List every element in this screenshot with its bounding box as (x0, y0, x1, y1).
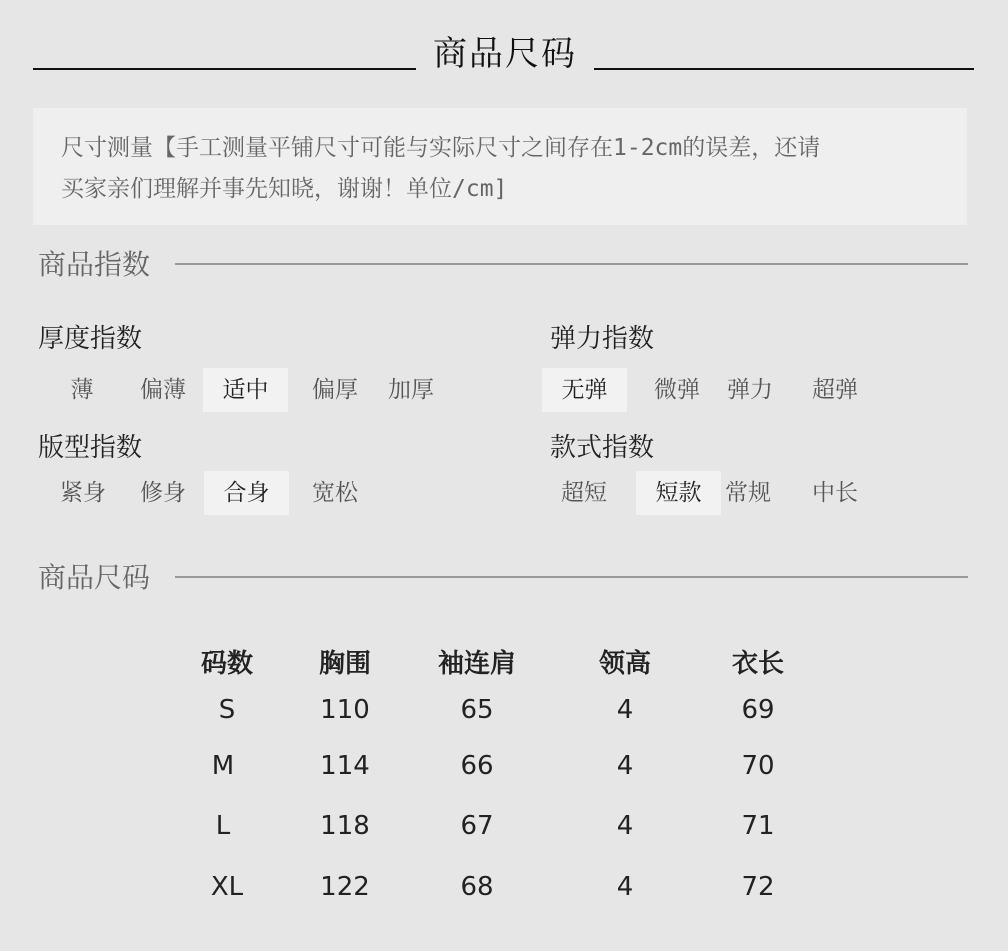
thickness-option: 加厚 (388, 377, 434, 403)
table-cell: 4 (616, 751, 634, 781)
table-header-length: 衣长 (731, 649, 784, 679)
thickness-title: 厚度指数 (38, 324, 143, 354)
section-size-header (38, 556, 968, 596)
table-cell: 68 (460, 872, 494, 902)
table-cell: 4 (616, 695, 634, 725)
section-size-title: 商品尺码 (38, 561, 151, 594)
elasticity-title: 弹力指数 (550, 324, 655, 354)
table-cell: M (211, 751, 235, 781)
table-cell: XL (210, 872, 244, 902)
table-cell: 70 (741, 751, 775, 781)
section-size-divider (175, 576, 968, 578)
elasticity-option: 超弹 (812, 377, 858, 403)
fit-option: 紧身 (60, 480, 106, 506)
table-header-collar: 领高 (598, 649, 651, 679)
table-cell: 114 (320, 751, 370, 781)
style-option: 常规 (725, 480, 771, 506)
style-title: 款式指数 (550, 433, 655, 463)
notice-line-1: 尺寸测量【手工测量平铺尺寸可能与实际尺寸之间存在1-2cm的误差，还请 (61, 135, 821, 161)
table-cell: S (218, 695, 236, 725)
section-index-header (38, 243, 968, 283)
section-index-divider (175, 263, 968, 265)
page-title-block (0, 22, 1008, 78)
table-cell: 122 (320, 872, 370, 902)
style-option: 超短 (561, 480, 607, 506)
fit-option-selected: 合身 (204, 471, 289, 515)
fit-title: 版型指数 (38, 433, 143, 463)
table-cell: 4 (616, 811, 634, 841)
table-cell: L (215, 811, 231, 841)
thickness-option-selected: 适中 (203, 368, 288, 412)
title-divider-left (33, 68, 416, 70)
table-cell: 110 (320, 695, 370, 725)
thickness-option: 偏薄 (140, 377, 186, 403)
style-option-selected: 短款 (636, 471, 721, 515)
table-cell: 118 (320, 811, 370, 841)
table-cell: 67 (460, 811, 494, 841)
table-cell: 69 (741, 695, 775, 725)
elasticity-option: 弹力 (727, 377, 773, 403)
elasticity-option-selected: 无弹 (542, 368, 627, 412)
style-option: 中长 (812, 480, 858, 506)
table-cell: 4 (616, 872, 634, 902)
measurement-notice (33, 108, 967, 225)
table-cell: 66 (460, 751, 494, 781)
thickness-option: 薄 (70, 377, 94, 403)
table-header-chest: 胸围 (318, 649, 371, 679)
notice-line-2: 买家亲们理解并事先知晓，谢谢！单位/cm] (61, 176, 508, 202)
fit-option: 修身 (140, 480, 186, 506)
table-header-sleeve: 袖连肩 (437, 649, 516, 679)
table-cell: 65 (460, 695, 494, 725)
thickness-option: 偏厚 (312, 377, 358, 403)
fit-option: 宽松 (312, 480, 358, 506)
section-index-title: 商品指数 (38, 248, 151, 281)
title-divider-right (594, 68, 974, 70)
page-title: 商品尺码 (433, 34, 577, 74)
table-cell: 71 (741, 811, 775, 841)
table-cell: 72 (741, 872, 775, 902)
elasticity-option: 微弹 (654, 377, 700, 403)
table-header-size: 码数 (200, 649, 253, 679)
